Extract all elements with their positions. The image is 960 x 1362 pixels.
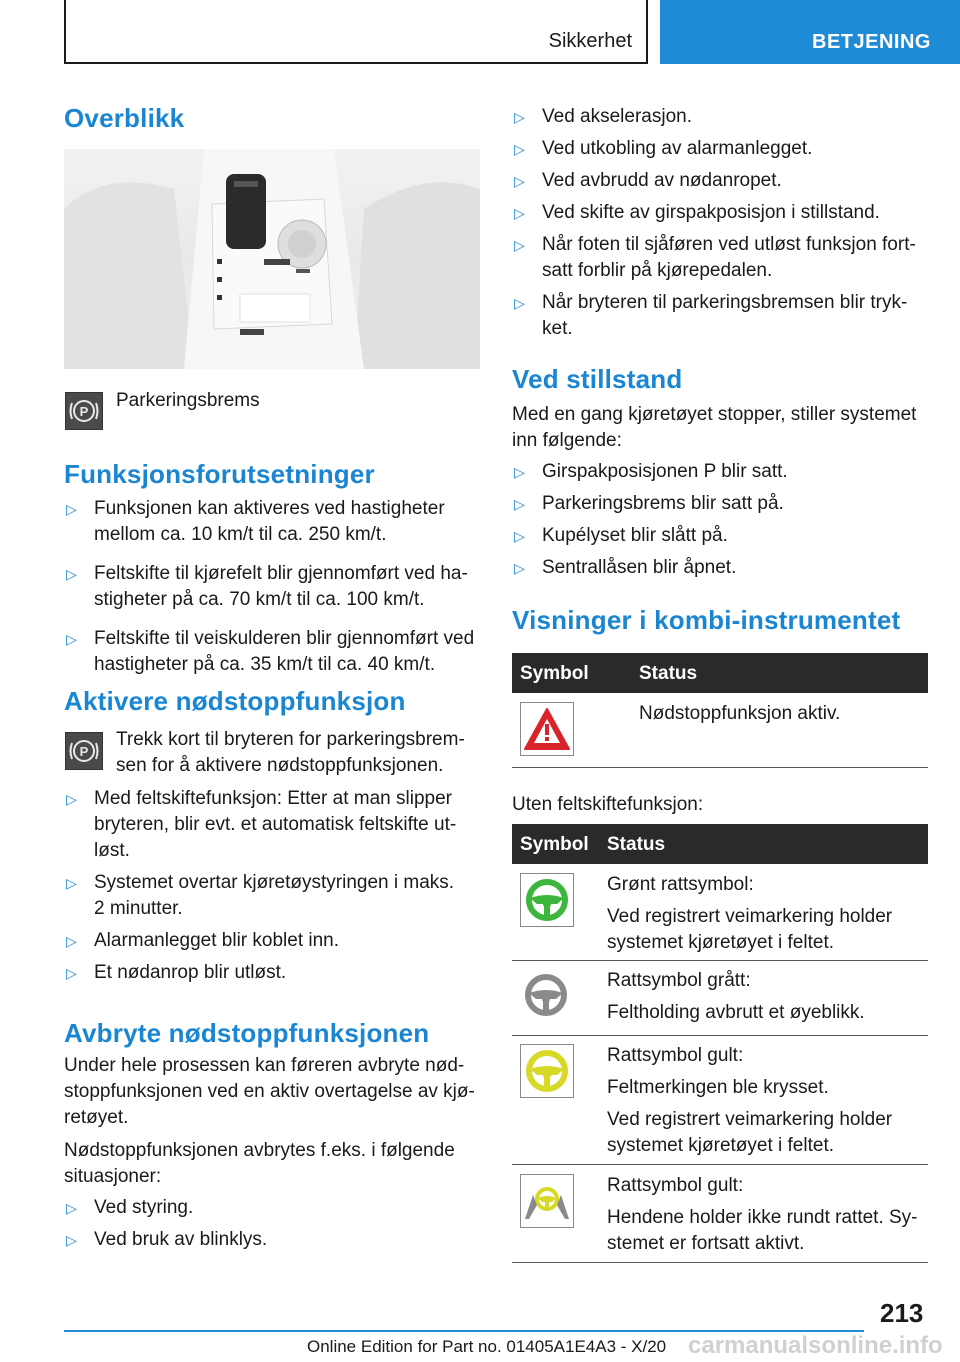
bullet-text	[542, 459, 788, 485]
bullet-line: Kupélyset blir slått på.	[542, 525, 728, 546]
bullet-triangle-icon: ▷	[66, 933, 77, 949]
bullet-triangle-icon: ▷	[514, 109, 525, 125]
bullet-line: Girspakposisjonen P blir satt.	[542, 461, 788, 482]
bullet-line: Når foten til sjåføren ved utløst funksjon fort-	[542, 234, 916, 255]
footer-edition: Online Edition for Part no. 01405A1E4A3 - X/20	[307, 1337, 667, 1356]
table2-header	[512, 824, 928, 864]
watermark: carmanualsonline.info	[688, 1332, 943, 1359]
cancel-heading: Avbryte nødstoppfunksjonen	[64, 1018, 430, 1048]
table2-col-status: Status	[607, 834, 666, 855]
bullet-line: Alarmanlegget blir koblet inn.	[94, 930, 340, 951]
bullet-text	[542, 200, 880, 226]
activate-heading: Aktivere nødstoppfunksjon	[64, 686, 406, 716]
cancel-paragraph-line: situasjoner:	[64, 1166, 162, 1187]
bullet-text	[94, 1195, 193, 1221]
table1-col-symbol: Symbol	[520, 663, 589, 684]
status-line: Grønt rattsymbol:	[607, 874, 754, 895]
hands-off-wheel-yellow-icon	[520, 1174, 574, 1228]
bullet-text	[542, 290, 907, 342]
parking-brake-label: Parkeringsbrems	[116, 390, 260, 411]
bullet-text	[542, 523, 728, 549]
bullet-line: Når bryteren til parkeringsbremsen blir tryk-	[542, 292, 908, 313]
table2-row-divider	[512, 960, 928, 961]
bullet-triangle-icon: ▷	[514, 173, 525, 189]
warning-triangle-icon	[520, 702, 574, 756]
header-section-label: Sikkerhet	[548, 30, 632, 52]
steering-wheel-green-icon	[520, 873, 574, 927]
standstill-text-line: inn følgende:	[512, 430, 622, 451]
functions-heading: Funksjonsforutsetninger	[64, 459, 375, 489]
bullet-line: Med feltskiftefunksjon: Etter at man slipper	[94, 788, 452, 809]
activate-text	[116, 727, 465, 779]
bullet-text	[542, 555, 736, 581]
status-line: Ved registrert veimarkering holder	[607, 906, 893, 927]
table1-col-status: Status	[639, 663, 698, 684]
bullet-text	[542, 104, 692, 130]
status-line: Feltmerkingen ble krysset.	[607, 1077, 829, 1098]
bullet-triangle-icon: ▷	[66, 875, 77, 891]
bullet-line: Ved akselerasjon.	[542, 106, 692, 127]
status-line: systemet kjøretøyet i feltet.	[607, 932, 834, 953]
table2-row3-status	[607, 1043, 892, 1159]
status-line: Rattsymbol gult:	[607, 1175, 744, 1196]
bullet-text	[542, 232, 916, 284]
bullet-triangle-icon: ▷	[66, 566, 77, 582]
parking-brake-icon	[65, 732, 103, 770]
bullet-triangle-icon: ▷	[66, 501, 77, 517]
bullet-triangle-icon: ▷	[66, 965, 77, 981]
status-line: Ved registrert veimarkering holder	[607, 1109, 893, 1130]
table2-row4-status	[607, 1173, 918, 1257]
bullet-line: Ved utkobling av alarmanlegget.	[542, 138, 813, 159]
status-line: systemet kjøretøyet i feltet.	[607, 1135, 834, 1156]
cancel-paragraph-line: retøyet.	[64, 1107, 129, 1128]
bullet-text	[94, 960, 286, 986]
bullet-text	[542, 136, 812, 162]
bullet-line: Feltskifte til kjørefelt blir gjennomført ved ha-	[94, 563, 468, 584]
bullet-triangle-icon: ▷	[514, 141, 525, 157]
bullet-text	[94, 626, 474, 678]
table1-row-divider	[512, 767, 928, 768]
bullet-triangle-icon: ▷	[66, 631, 77, 647]
bullet-line: løst.	[94, 840, 130, 861]
bullet-line: Funksjonen kan aktiveres ved hastigheter	[94, 498, 445, 519]
bullet-line: bryteren, blir evt. et automatisk feltskifte ut-	[94, 814, 457, 835]
parking-brake-icon	[65, 392, 103, 430]
no-lane-change-label: Uten feltskiftefunksjon:	[512, 794, 704, 815]
bullet-text	[94, 1227, 267, 1253]
bullet-triangle-icon: ▷	[514, 528, 525, 544]
gear-console-illustration	[64, 149, 480, 369]
cancel-paragraph-1	[64, 1053, 475, 1131]
bullet-triangle-icon: ▷	[514, 205, 525, 221]
bullet-text	[94, 561, 468, 613]
overview-heading: Overblikk	[64, 103, 185, 133]
bullet-line: hastigheter på ca. 35 km/t til ca. 40 km/t.	[94, 654, 436, 675]
gear-console-photo	[64, 149, 480, 369]
bullet-triangle-icon: ▷	[66, 1232, 77, 1248]
standstill-text	[512, 402, 916, 454]
header-section-tab	[64, 0, 648, 64]
steering-wheel-yellow-icon	[520, 1044, 574, 1098]
bullet-line: Parkeringsbrems blir satt på.	[542, 493, 784, 514]
table2-row1-status	[607, 872, 892, 956]
bullet-line: 2 minutter.	[94, 898, 183, 919]
svg-text:P: P	[79, 404, 89, 419]
bullet-line: mellom ca. 10 km/t til ca. 250 km/t.	[94, 524, 387, 545]
bullet-line: Systemet overtar kjøretøystyringen i maks.	[94, 872, 455, 893]
cancel-paragraph-line: stoppfunksjonen ved en aktiv overtagelse av kjø-	[64, 1081, 475, 1102]
bullet-triangle-icon: ▷	[514, 295, 525, 311]
bullet-text	[94, 786, 456, 864]
table2-row-divider	[512, 1035, 928, 1036]
bullet-text	[94, 928, 339, 954]
bullet-text	[542, 168, 782, 194]
bullet-text	[94, 870, 454, 922]
bullet-triangle-icon: ▷	[514, 237, 525, 253]
bullet-text	[542, 491, 784, 517]
activate-text-line: sen for å aktivere nødstoppfunksjonen.	[116, 755, 444, 776]
bullet-line: Sentrallåsen blir åpnet.	[542, 557, 737, 578]
header-chapter-tab	[660, 0, 960, 64]
status-line: Rattsymbol grått:	[607, 970, 751, 991]
displays-heading: Visninger i kombi-instrumentet	[512, 605, 901, 635]
table1-header	[512, 653, 928, 693]
bullet-line: Feltskifte til veiskulderen blir gjennomført ved	[94, 628, 475, 649]
bullet-line: Et nødanrop blir utløst.	[94, 962, 287, 983]
standstill-heading: Ved stillstand	[512, 364, 683, 394]
table2-row2-status	[607, 968, 865, 1026]
standstill-text-line: Med en gang kjøretøyet stopper, stiller systemet	[512, 404, 917, 425]
bullet-line: Ved skifte av girspakposisjon i stillstand.	[542, 202, 880, 223]
bullet-triangle-icon: ▷	[514, 464, 525, 480]
status-line: Feltholding avbrutt et øyeblikk.	[607, 1002, 865, 1023]
table2-row-divider	[512, 1262, 928, 1263]
bullet-triangle-icon: ▷	[66, 791, 77, 807]
cancel-paragraph-line: Under hele prosessen kan føreren avbryte nød-	[64, 1055, 465, 1076]
cancel-paragraph-line: Nødstoppfunksjonen avbrytes f.eks. i følgende	[64, 1140, 455, 1161]
status-line: stemet er fortsatt aktivt.	[607, 1233, 805, 1254]
svg-text:P: P	[79, 744, 89, 759]
status-line: Rattsymbol gult:	[607, 1045, 744, 1066]
bullet-triangle-icon: ▷	[514, 496, 525, 512]
cancel-paragraph-2	[64, 1138, 455, 1190]
bullet-triangle-icon: ▷	[66, 1200, 77, 1216]
bullet-line: Ved bruk av blinklys.	[94, 1229, 268, 1250]
status-line: Hendene holder ikke rundt rattet. Sy-	[607, 1207, 918, 1228]
bullet-line: ket.	[542, 318, 573, 339]
bullet-text	[94, 496, 445, 548]
steering-wheel-grey-icon	[520, 969, 574, 1023]
bullet-line: satt forblir på kjørepedalen.	[542, 260, 773, 281]
table2-col-symbol: Symbol	[520, 834, 589, 855]
table2-row-divider	[512, 1164, 928, 1165]
page-number: 213	[880, 1298, 924, 1328]
bullet-triangle-icon: ▷	[514, 560, 525, 576]
header-chapter-label: BETJENING	[812, 31, 931, 53]
table1-status-text: Nødstoppfunksjon aktiv.	[639, 703, 841, 724]
bullet-line: Ved styring.	[94, 1197, 194, 1218]
bullet-line: stigheter på ca. 70 km/t til ca. 100 km/t.	[94, 589, 425, 610]
activate-text-line: Trekk kort til bryteren for parkeringsbrem-	[116, 729, 465, 750]
bullet-line: Ved avbrudd av nødanropet.	[542, 170, 782, 191]
